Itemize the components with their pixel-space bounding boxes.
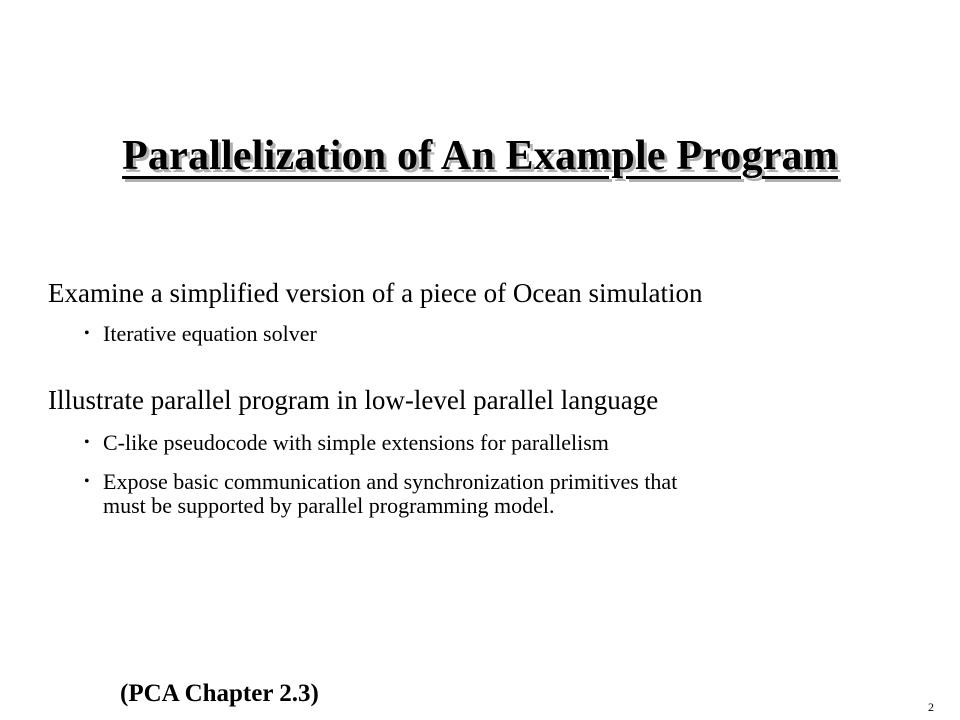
bullet-icon: • <box>84 473 90 490</box>
bullet-icon: • <box>84 325 90 342</box>
subpoint-list <box>48 431 908 518</box>
point-group-ocean <box>48 275 908 346</box>
slide-content <box>48 275 908 518</box>
slide-title: Parallelization of An Example Program <box>122 133 838 179</box>
subpoint-text-line-1: Expose basic communication and synchronization primitives that <box>103 469 678 494</box>
subpoint-list <box>48 322 908 346</box>
subpoint-text: Iterative equation solver <box>103 321 317 346</box>
point-group-pseudocode <box>48 382 908 518</box>
subpoint <box>48 431 908 455</box>
subpoint <box>48 322 908 346</box>
page-number: 2 <box>928 700 934 714</box>
subpoint <box>48 470 908 518</box>
bullet-icon: • <box>84 434 90 451</box>
subpoint-text-line-2: must be supported by parallel programming model. <box>103 493 555 518</box>
subpoint-text: C-like pseudocode with simple extensions for parallelism <box>103 430 609 455</box>
main-point: Illustrate parallel program in low-level parallel language <box>48 385 659 415</box>
chapter-reference: (PCA Chapter 2.3) <box>120 680 319 707</box>
main-point: Examine a simplified version of a piece of Ocean simulation <box>48 278 703 308</box>
